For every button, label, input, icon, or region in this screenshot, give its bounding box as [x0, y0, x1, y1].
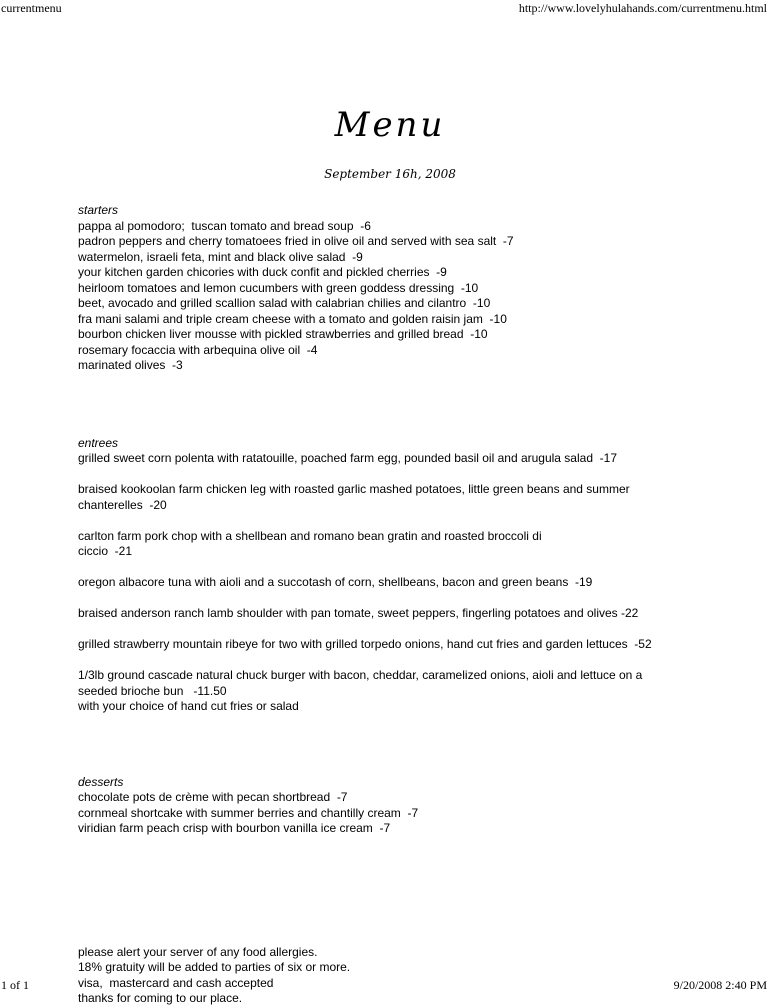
entree-line: with your choice of hand cut fries or salad: [78, 699, 299, 713]
entree-line: seeded brioche bun -11.50: [78, 683, 227, 698]
entree-line: grilled strawberry mountain ribeye for two with grilled torpedo onions, hand cut fries and garden lettuces -52: [78, 637, 652, 651]
entree-item: [78, 668, 748, 715]
dessert-item: cornmeal shortcake with summer berries and chantilly cream -7: [78, 805, 419, 820]
starter-item: padron peppers and cherry tomatoees fried in olive oil and served with sea salt -7: [78, 234, 514, 248]
notes-section: [78, 945, 748, 1007]
menu-date: September 16h, 2008: [324, 167, 456, 181]
menu-content: [78, 203, 748, 1007]
starters-section: [78, 203, 748, 374]
note-line: please alert your server of any food allergies.: [78, 944, 318, 959]
entree-line: 1/3lb ground cascade natural chuck burger with bacon, cheddar, caramelized onions, aioli and lettuce on a: [78, 668, 643, 682]
entree-line: braised kookoolan farm chicken leg with roasted garlic mashed potatoes, little green beans and summer: [78, 482, 630, 496]
desserts-section: [78, 775, 748, 837]
starter-item: heirloom tomatoes and lemon cucumbers with green goddess dressing -10: [78, 280, 479, 295]
entree-line: chanterelles -20: [78, 497, 167, 512]
print-header-url: http://www.lovelyhulahands.com/currentmenu.html: [518, 1, 767, 15]
entree-line: ciccio -21: [78, 544, 133, 558]
entree-line: grilled sweet corn polenta with ratatouille, poached farm egg, pounded basil oil and arugula salad -17: [78, 451, 618, 465]
entree-item: [78, 637, 748, 653]
entrees-heading: entrees: [78, 435, 119, 450]
entree-item: [78, 606, 748, 622]
dessert-item: viridian farm peach crisp with bourbon vanilla ice cream -7: [78, 821, 391, 835]
starter-item: rosemary focaccia with arbequina olive oil -4: [78, 342, 318, 357]
desserts-heading: desserts: [78, 774, 124, 789]
starters-heading: starters: [78, 203, 119, 217]
entree-item: [78, 529, 748, 560]
starter-item: beet, avocado and grilled scallion salad with calabrian chilies and cilantro -10: [78, 296, 491, 310]
dessert-item: chocolate pots de crème with pecan shortbread -7: [78, 790, 348, 804]
note-line: visa, mastercard and cash accepted: [78, 975, 274, 990]
starter-item: marinated olives -3: [78, 358, 183, 372]
starter-item: watermelon, israeli feta, mint and black olive salad -9: [78, 249, 363, 264]
entree-item: [78, 482, 748, 513]
entree-line: braised anderson ranch lamb shoulder with pan tomate, sweet peppers, fingerling potatoes and olives -22: [78, 606, 639, 620]
entree-item: [78, 451, 748, 467]
note-line: thanks for coming to our place.: [78, 991, 243, 1005]
note-line: 18% gratuity will be added to parties of six or more.: [78, 960, 351, 974]
starter-item: bourbon chicken liver mousse with pickled strawberries and grilled bread -10: [78, 327, 488, 341]
menu-title: Menu: [334, 105, 446, 145]
print-timestamp: 9/20/2008 2:40 PM: [673, 978, 767, 992]
starter-item: your kitchen garden chicories with duck confit and pickled cherries -9: [78, 265, 447, 279]
page-count: 1 of 1: [1, 978, 29, 992]
starter-item: pappa al pomodoro; tuscan tomato and bread soup -6: [78, 218, 371, 233]
entree-line: carlton farm pork chop with a shellbean and romano bean gratin and roasted broccoli di: [78, 528, 542, 543]
starter-item: fra mani salami and triple cream cheese with a tomato and golden raisin jam -10: [78, 311, 507, 326]
print-header-page-title: currentmenu: [1, 1, 62, 15]
entree-item: [78, 575, 748, 591]
entrees-section: [78, 436, 748, 715]
entree-line: oregon albacore tuna with aioli and a succotash of corn, shellbeans, bacon and green beans -19: [78, 575, 593, 589]
